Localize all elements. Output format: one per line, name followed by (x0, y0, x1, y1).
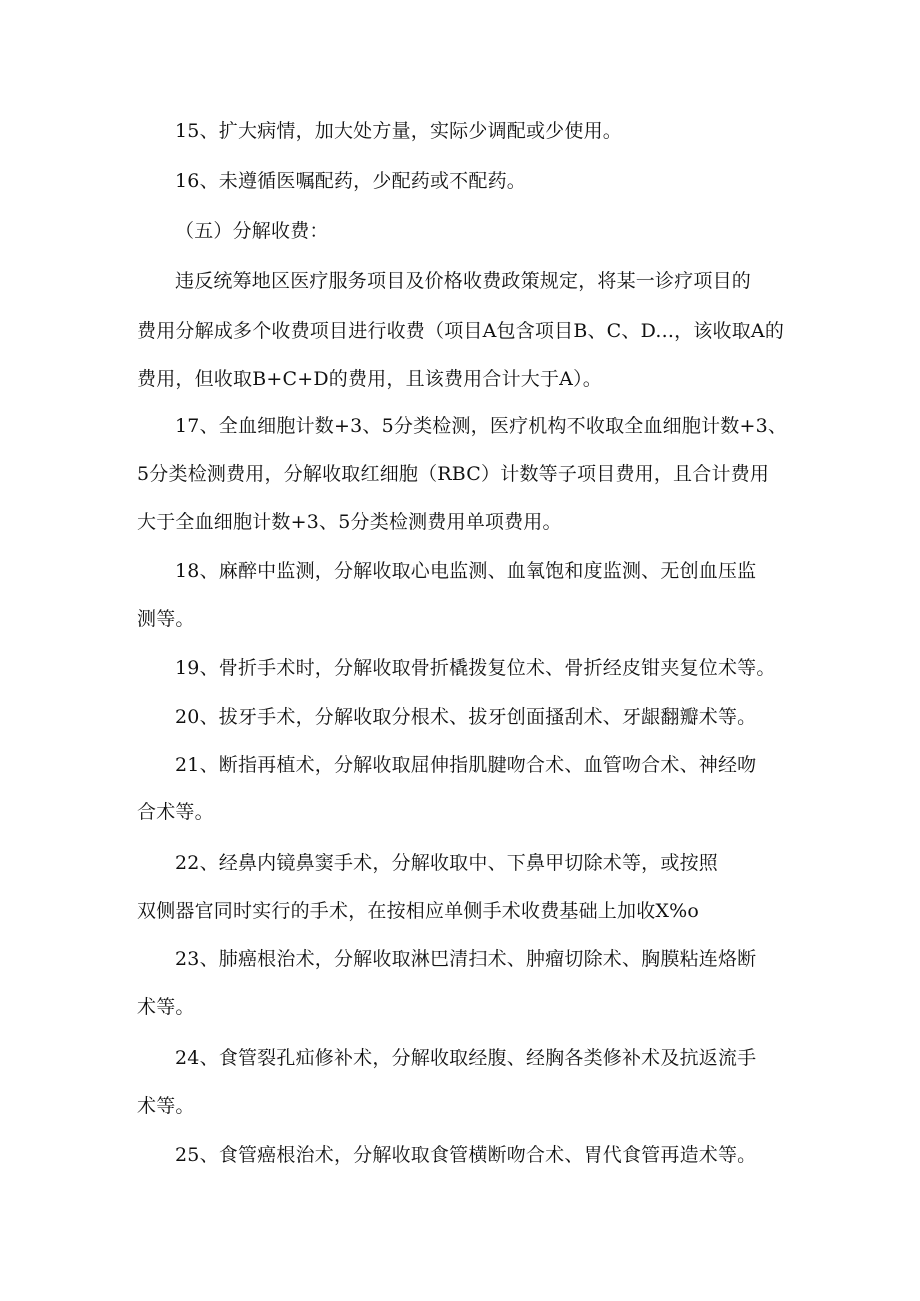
text-line: 大于全血细胞计数+3、5分类检测费用单项费用。 (137, 511, 562, 533)
text-line: 20、拔牙手术，分解收取分根术、拔牙创面搔刮术、牙龈翻瓣术等。 (175, 706, 757, 728)
text-line: 24、食管裂孔疝修补术，分解收取经腹、经胸各类修补术及抗返流手 (175, 1047, 757, 1069)
text-line: 23、肺癌根治术，分解收取淋巴清扫术、肿瘤切除术、胸膜粘连烙断 (175, 948, 757, 970)
text-line: 测等。 (137, 608, 195, 630)
text-line: 术等。 (137, 1095, 195, 1117)
text-line: 22、经鼻内镜鼻窦手术，分解收取中、下鼻甲切除术等，或按照 (175, 852, 718, 874)
text-line: 违反统筹地区医疗服务项目及价格收费政策规定，将某一诊疗项目的 (175, 270, 752, 292)
text-line: 术等。 (137, 996, 195, 1018)
text-line: 16、未遵循医嘱配药，少配药或不配药。 (175, 170, 526, 192)
text-line: 19、骨折手术时，分解收取骨折橇拨复位术、骨折经皮钳夹复位术等。 (175, 657, 776, 679)
text-line: 5分类检测费用，分解收取红细胞（RBC）计数等子项目费用，且合计费用 (137, 463, 770, 485)
text-line: 15、扩大病情，加大处方量，实际少调配或少使用。 (175, 120, 622, 142)
text-line: 合术等。 (137, 801, 214, 823)
text-line: 18、麻醉中监测，分解收取心电监测、血氧饱和度监测、无创血压监 (175, 560, 757, 582)
text-line: 21、断指再植术，分解收取屈伸指肌腱吻合术、血管吻合术、神经吻 (175, 754, 757, 776)
text-line: 费用分解成多个收费项目进行收费（项目A包含项目B、C、D...，该收取A的 (137, 320, 785, 342)
section-heading: （五）分解收费： (175, 220, 329, 242)
text-line: 25、食管癌根治术，分解收取食管横断吻合术、胃代食管再造术等。 (175, 1144, 757, 1166)
text-line: 双侧器官同时实行的手术，在按相应单侧手术收费基础上加收X%o (137, 900, 700, 922)
text-line: 费用，但收取B+C+D的费用，且该费用合计大于A）。 (137, 368, 602, 390)
text-line: 17、全血细胞计数+3、5分类检测，医疗机构不收取全血细胞计数+3、 (175, 415, 788, 437)
